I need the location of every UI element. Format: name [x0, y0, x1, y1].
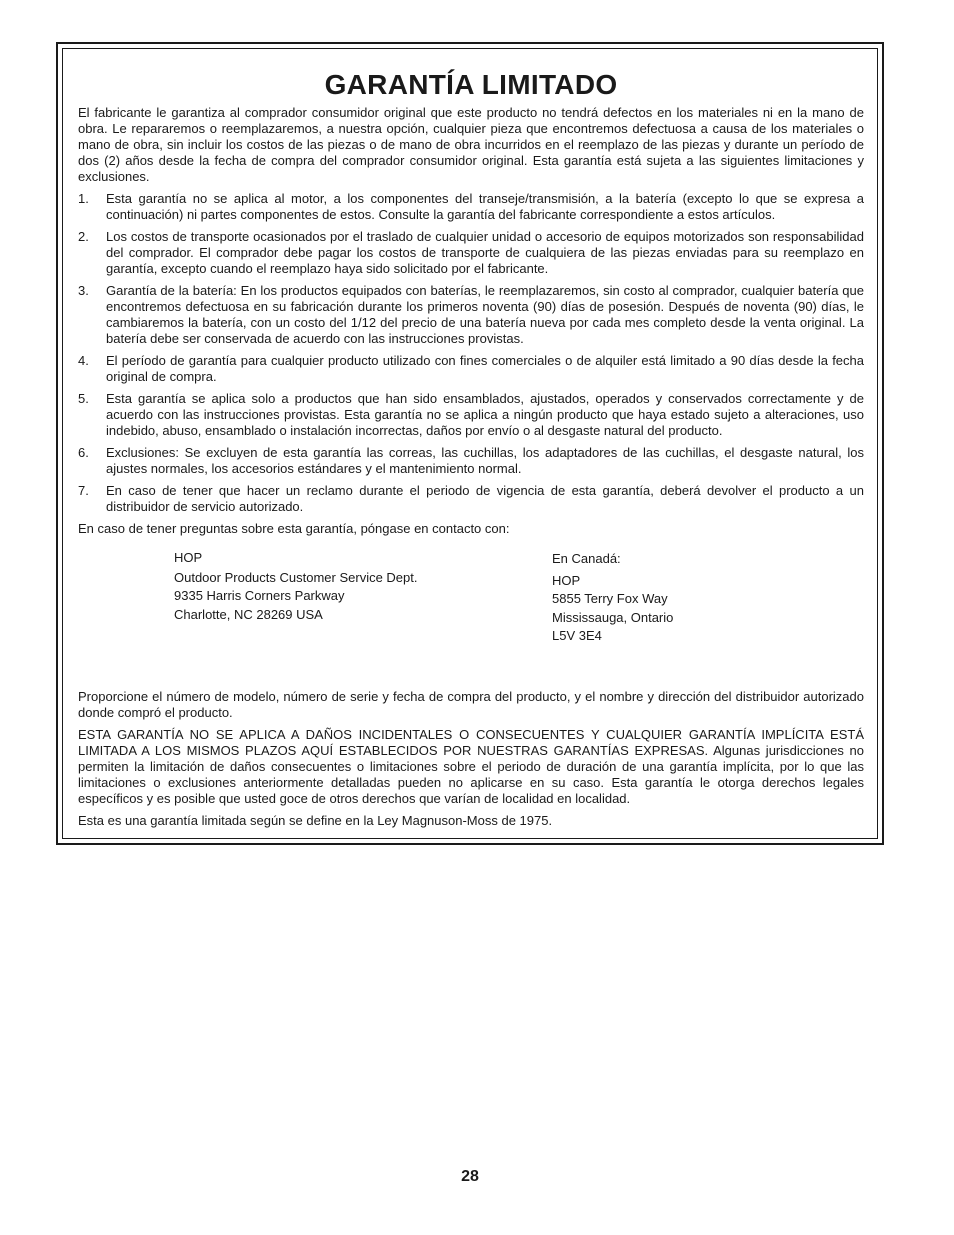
- list-item-number: 4.: [78, 353, 89, 368]
- address-canada-company: HOP: [552, 572, 581, 588]
- list-item-number: 7.: [78, 483, 89, 498]
- list-item: [78, 391, 864, 439]
- list-item-text: Garantía de la batería: En los productos equipados con baterías, le reemplazaremos, sin costo al comprador, cualquier batería que encontremos defectuosa en su fabricación durante los primeros noventa (90) días de posesión. Después de noventa (90) días, le cambiaremos la batería, con un costo del 1/12 del precio de una batería nueva por cada mes completo desde la venta original. La batería debe ser conservada de acuerdo con las instrucciones provistas.: [106, 283, 864, 346]
- list-item-text: En caso de tener que hacer un reclamo durante el periodo de vigencia de esta garantía, deberá devolver el producto a un distribuidor de servicio autorizado.: [106, 483, 864, 514]
- magnuson-moss-paragraph: Esta es una garantía limitada según se define en la Ley Magnuson-Moss de 1975.: [78, 813, 553, 828]
- list-item: [78, 483, 864, 515]
- address-canada-label: En Canadá:: [552, 551, 621, 566]
- list-item-text: Los costos de transporte ocasionados por el traslado de cualquier unidad o accesorio de equipos motorizados son responsabilidad del comprador. El comprador debe pagar los costos de transporte de cualquiera de las piezas enviadas para su reemplazo en garantía, excepto cuando el reemplazo haya sido solicitado por el fabricante.: [106, 229, 864, 276]
- address-usa-street: 9335 Harris Corners Parkway: [174, 588, 345, 603]
- list-item: [78, 191, 864, 223]
- contact-intro: En caso de tener preguntas sobre esta garantía, póngase en contacto con:: [78, 521, 510, 536]
- list-item-text: Esta garantía se aplica solo a productos que han sido ensamblados, ajustados, operados y conservados correctamente y de acuerdo con las instrucciones provistas. Esta garantía no se aplica a ningún producto que haya estado sujeto a alteraciones, uso indebido, abuso, ensamblado o instalación incorrectas, daños por envío o al desgaste natural del producto.: [106, 391, 864, 438]
- disclaimer-paragraph: ESTA GARANTÍA NO SE APLICA A DAÑOS INCIDENTALES O CONSECUENTES Y CUALQUIER GARANTÍA IMPLÍCITA ESTÁ LIMITADA A LOS MISMOS PLAZOS AQUÍ ESTABLECIDOS POR NUESTRAS GARANTÍAS EXPRESAS. Algunas jurisdicciones no permiten la limitación de daños consecuentes o limitaciones sobre el periodo de duración de una garantía implícita, por lo que las limitaciones o exclusiones anteriormente detalladas pueden no aplicarse en su caso. Esta garantía le otorga derechos legales específicos y es posible que usted goce de otros derechos que varían de localidad en localidad.: [78, 727, 864, 806]
- page-number: 28: [461, 1168, 479, 1185]
- list-item-number: 2.: [78, 229, 89, 244]
- warranty-title: GARANTÍA LIMITADO: [324, 69, 618, 100]
- list-item: [78, 229, 864, 277]
- provide-info-paragraph: Proporcione el número de modelo, número de serie y fecha de compra del producto, y el nombre y dirección del distribuidor autorizado donde compró el producto.: [78, 689, 864, 720]
- address-usa-city: Charlotte, NC 28269 USA: [174, 606, 323, 622]
- list-item: [78, 445, 864, 477]
- list-item: [78, 353, 864, 385]
- address-usa-dept: Outdoor Products Customer Service Dept.: [174, 569, 418, 585]
- address-canada: [552, 550, 673, 646]
- address-canada-street: 5855 Terry Fox Way: [552, 591, 668, 606]
- list-item-number: 3.: [78, 283, 89, 298]
- address-canada-postal: L5V 3E4: [552, 628, 602, 643]
- list-item-number: 5.: [78, 391, 89, 406]
- contact-addresses: [78, 549, 864, 689]
- address-usa: [174, 549, 418, 624]
- list-item-text: Exclusiones: Se excluyen de esta garantía las correas, las cuchillas, los adaptadores de las cuchillas, el desgaste natural, los ajustes normales, los accesorios estándares y el mantenimiento normal.: [106, 445, 864, 476]
- list-item-text: Esta garantía no se aplica al motor, a los componentes del transeje/transmisión, a la batería (excepto lo que se expresa a continuación) ni partes componentes de estos. Consulte la garantía del fabricante correspondiente a estos artículos.: [106, 191, 864, 222]
- list-item: [78, 283, 864, 347]
- list-item-text: El período de garantía para cualquier producto utilizado con fines comerciales o de alquiler está limitado a 90 días desde la fecha original de compra.: [106, 353, 864, 384]
- list-item-number: 1.: [78, 191, 89, 206]
- address-usa-company: HOP: [174, 550, 203, 565]
- list-item-number: 6.: [78, 445, 89, 460]
- conditions-list: [78, 191, 864, 515]
- intro-paragraph: El fabricante le garantiza al comprador consumidor original que este producto no tendrá defectos en los materiales ni en la mano de obra. Le repararemos o reemplazaremos, a nuestra opción, cualquier pieza que encontremos defectuosa a causa de los materiales o mano de obra, sin incluir los costos de las piezas o de mano de obra incurridos en el reemplazo de las piezas y durante un período de dos (2) años desde la fecha de compra del comprador consumidor original. Esta garantía está sujeta a las siguientes limitaciones y exclusiones.: [78, 105, 864, 184]
- warranty-content: [78, 68, 864, 835]
- address-canada-city: Mississauga, Ontario: [552, 609, 674, 625]
